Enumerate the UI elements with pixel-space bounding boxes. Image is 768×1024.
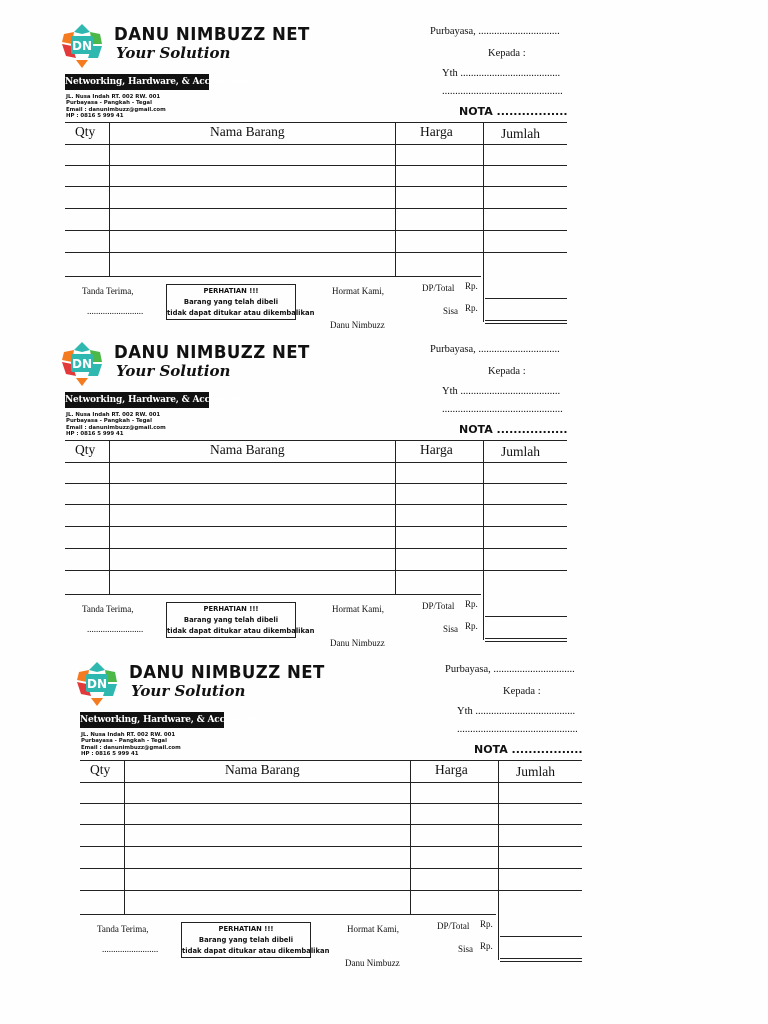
company-slogan: Your Solution	[116, 44, 231, 62]
address-line: Email : danunimbuzz@gmail.com	[66, 424, 166, 431]
logo-text: DN	[86, 677, 108, 691]
nota-number: NOTA .................	[474, 743, 583, 756]
dp-total-label: DP/Total	[437, 921, 470, 931]
address-line: Purbayasa - Pangkah - Tegal	[66, 418, 152, 425]
rp-label-1: Rp.	[480, 919, 493, 929]
items-table	[65, 122, 567, 277]
recipient-name: Yth ......................................	[457, 706, 576, 717]
invoice-form-3	[75, 660, 595, 968]
warning-box	[166, 602, 315, 638]
received-signature-line: .........................	[102, 944, 159, 954]
dp-total-label: DP/Total	[422, 601, 455, 611]
address-line: HP : 0816 5 999 41	[66, 430, 124, 437]
recipient-label: Kepada :	[488, 366, 526, 377]
recipient-address: ..............................................	[457, 724, 578, 735]
dp-total-label: DP/Total	[422, 283, 455, 293]
company-slogan: Your Solution	[116, 362, 231, 380]
logo-text: DN	[71, 39, 93, 53]
warning-line: Barang yang telah dibeli	[198, 936, 294, 944]
company-address	[81, 732, 181, 757]
address-line: Purbayasa - Pangkah - Tegal	[81, 738, 167, 745]
address-line: HP : 0816 5 999 41	[66, 112, 124, 119]
recipient-name: Yth ......................................	[442, 68, 561, 79]
sisa-label: Sisa	[458, 944, 474, 954]
nota-number: NOTA .................	[459, 105, 568, 118]
company-slogan: Your Solution	[131, 682, 246, 700]
received-label: Tanda Terima,	[82, 286, 134, 296]
address-line: HP : 0816 5 999 41	[81, 750, 139, 757]
regards-label: Hormat Kami,	[332, 286, 384, 296]
regards-label: Hormat Kami,	[347, 924, 399, 934]
recipient-address: ..............................................	[442, 86, 563, 97]
col-price-header: Harga	[420, 124, 453, 139]
place-date: Purbayasa, ...............................	[430, 344, 560, 355]
signer-name: Danu Nimbuzz	[330, 320, 385, 330]
warning-line: tidak dapat ditukar atau dikembalikan	[167, 309, 315, 317]
items-table	[80, 760, 582, 915]
invoice-form-1	[60, 22, 580, 330]
warning-title: PERHATIAN !!!	[203, 605, 259, 613]
received-signature-line: .........................	[87, 306, 144, 316]
received-signature-line: .........................	[87, 624, 144, 634]
recipient-address: ..............................................	[442, 404, 563, 415]
company-logo-icon	[60, 22, 104, 68]
company-tagline: Networking, Hardware, & Accessories	[65, 74, 209, 90]
col-qty-header: Qty	[75, 442, 96, 457]
company-name: DANU NIMBUZZ NET	[129, 662, 325, 683]
col-qty-header: Qty	[75, 124, 96, 139]
warning-line: tidak dapat ditukar atau dikembalikan	[167, 627, 315, 635]
signer-name: Danu Nimbuzz	[330, 638, 385, 648]
company-logo-icon	[60, 340, 104, 386]
warning-line: Barang yang telah dibeli	[183, 616, 279, 624]
items-table	[65, 440, 567, 595]
company-name: DANU NIMBUZZ NET	[114, 24, 310, 45]
col-item-header: Nama Barang	[210, 124, 285, 139]
col-total-header: Jumlah	[501, 126, 540, 141]
col-price-header: Harga	[435, 762, 468, 777]
warning-box	[166, 284, 315, 320]
warning-title: PERHATIAN !!!	[218, 925, 274, 933]
signer-name: Danu Nimbuzz	[345, 958, 400, 968]
address-line: Email : danunimbuzz@gmail.com	[66, 106, 166, 113]
col-item-header: Nama Barang	[210, 442, 285, 457]
col-qty-header: Qty	[90, 762, 111, 777]
address-line: Email : danunimbuzz@gmail.com	[81, 744, 181, 751]
company-name: DANU NIMBUZZ NET	[114, 342, 310, 363]
company-tagline: Networking, Hardware, & Accessories	[80, 712, 224, 728]
rp-label-2: Rp.	[480, 941, 493, 951]
warning-line: tidak dapat ditukar atau dikembalikan	[182, 947, 330, 955]
rp-label-1: Rp.	[465, 599, 478, 609]
sisa-label: Sisa	[443, 306, 459, 316]
nota-number: NOTA .................	[459, 423, 568, 436]
received-label: Tanda Terima,	[82, 604, 134, 614]
sisa-label: Sisa	[443, 624, 459, 634]
received-label: Tanda Terima,	[97, 924, 149, 934]
col-total-header: Jumlah	[501, 444, 540, 459]
logo-text: DN	[71, 357, 93, 371]
company-address	[66, 412, 166, 437]
company-tagline: Networking, Hardware, & Accessories	[65, 392, 209, 408]
recipient-name: Yth ......................................	[442, 386, 561, 397]
col-total-header: Jumlah	[516, 764, 555, 779]
address-line: JL. Nusa Indah RT. 002 RW. 001	[66, 94, 161, 100]
regards-label: Hormat Kami,	[332, 604, 384, 614]
company-address	[66, 94, 166, 119]
warning-box	[181, 922, 330, 958]
col-price-header: Harga	[420, 442, 453, 457]
rp-label-2: Rp.	[465, 621, 478, 631]
rp-label-1: Rp.	[465, 281, 478, 291]
recipient-label: Kepada :	[488, 48, 526, 59]
address-line: JL. Nusa Indah RT. 002 RW. 001	[81, 732, 176, 738]
place-date: Purbayasa, ...............................	[445, 664, 575, 675]
invoice-form-2	[60, 340, 580, 648]
address-line: JL. Nusa Indah RT. 002 RW. 001	[66, 412, 161, 418]
recipient-label: Kepada :	[503, 686, 541, 697]
col-item-header: Nama Barang	[225, 762, 300, 777]
rp-label-2: Rp.	[465, 303, 478, 313]
warning-line: Barang yang telah dibeli	[183, 298, 279, 306]
place-date: Purbayasa, ...............................	[430, 26, 560, 37]
warning-title: PERHATIAN !!!	[203, 287, 259, 295]
company-logo-icon	[75, 660, 119, 706]
address-line: Purbayasa - Pangkah - Tegal	[66, 100, 152, 107]
